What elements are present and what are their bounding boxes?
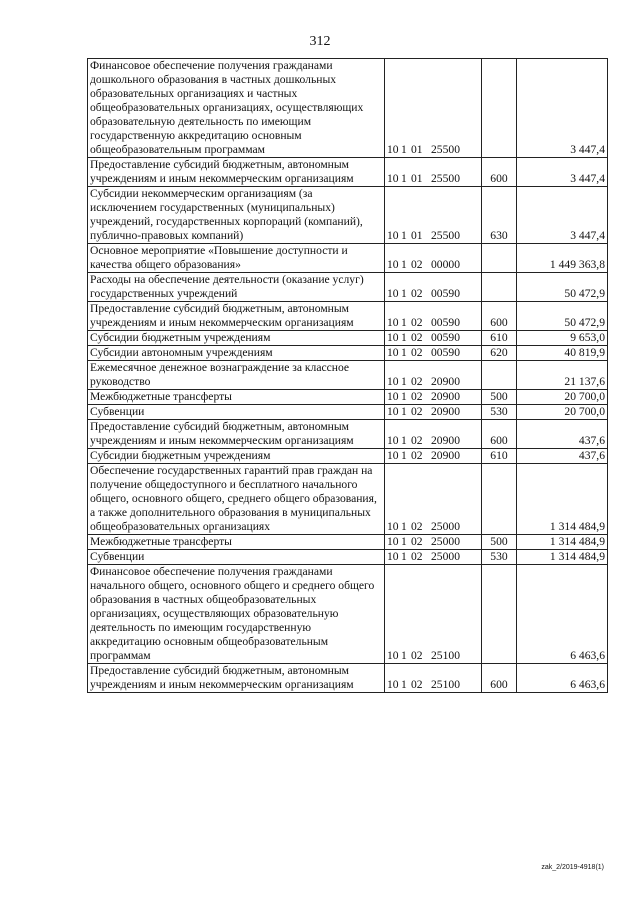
code-part-c3: 01 [411, 172, 423, 185]
code-part-c2: 1 [401, 520, 407, 533]
document-code: zak_2/2019-4918(1) [541, 864, 604, 871]
expense-type-cell [482, 361, 517, 390]
code-part-c1: 10 [387, 331, 399, 344]
code-part-c1: 10 [387, 550, 399, 563]
amount-cell: 1 314 484,9 [517, 464, 608, 535]
table-row [88, 449, 608, 464]
code-part-c2: 1 [401, 535, 407, 548]
table-row [88, 361, 608, 390]
classification-code-cell [385, 565, 482, 664]
expense-type-cell: 530 [482, 405, 517, 420]
code-part-c1: 10 [387, 287, 399, 300]
code-part-c3: 02 [411, 405, 423, 418]
expense-type-cell: 600 [482, 420, 517, 449]
code-part-c2: 1 [401, 316, 407, 329]
code-part-c2: 1 [401, 331, 407, 344]
code-part-c4: 25500 [431, 229, 460, 242]
code-part-c2: 1 [401, 258, 407, 271]
expense-type-cell: 610 [482, 449, 517, 464]
table-row [88, 302, 608, 331]
code-part-c4: 25000 [431, 550, 460, 563]
classification-code-cell [385, 550, 482, 565]
code-part-c3: 02 [411, 535, 423, 548]
code-part-c2: 1 [401, 172, 407, 185]
classification-code-cell [385, 244, 482, 273]
classification-code-cell [385, 390, 482, 405]
table-row [88, 273, 608, 302]
classification-code-cell [385, 331, 482, 346]
expense-type-cell [482, 244, 517, 273]
amount-cell: 3 447,4 [517, 59, 608, 158]
amount-cell: 437,6 [517, 449, 608, 464]
code-part-c3: 02 [411, 258, 423, 271]
table-row [88, 346, 608, 361]
code-part-c1: 10 [387, 258, 399, 271]
item-name-cell: Предоставление субсидий бюджетным, автономным учреждениям и иным некоммерческим организациям [88, 302, 385, 331]
item-name-cell: Субсидии бюджетным учреждениям [88, 331, 385, 346]
classification-code-cell [385, 302, 482, 331]
code-part-c4: 00000 [431, 258, 460, 271]
code-part-c1: 10 [387, 405, 399, 418]
amount-cell: 437,6 [517, 420, 608, 449]
item-name-cell: Финансовое обеспечение получения гражданами начального общего, основного общего и среднего общего образования в частных общеобразовательных организациях, осуществляющих образовательную деятельность по имеющим государственную аккредитацию основным общеобразовательным программам [88, 565, 385, 664]
amount-cell: 6 463,6 [517, 664, 608, 693]
code-part-c2: 1 [401, 678, 407, 691]
code-part-c4: 25100 [431, 678, 460, 691]
item-name-cell: Субвенции [88, 550, 385, 565]
code-part-c3: 02 [411, 550, 423, 563]
table-row [88, 535, 608, 550]
expense-type-cell: 530 [482, 550, 517, 565]
table-row [88, 244, 608, 273]
item-name-cell: Предоставление субсидий бюджетным, автономным учреждениям и иным некоммерческим организациям [88, 664, 385, 693]
code-part-c4: 20900 [431, 434, 460, 447]
code-part-c1: 10 [387, 172, 399, 185]
code-part-c2: 1 [401, 346, 407, 359]
expense-type-cell: 630 [482, 187, 517, 244]
code-part-c4: 00590 [431, 287, 460, 300]
item-name-cell: Субсидии автономным учреждениям [88, 346, 385, 361]
code-part-c4: 00590 [431, 331, 460, 344]
amount-cell: 9 653,0 [517, 331, 608, 346]
code-part-c4: 20900 [431, 405, 460, 418]
table-row [88, 405, 608, 420]
code-part-c3: 02 [411, 331, 423, 344]
code-part-c3: 02 [411, 449, 423, 462]
code-part-c4: 25500 [431, 143, 460, 156]
code-part-c1: 10 [387, 434, 399, 447]
item-name-cell: Межбюджетные трансферты [88, 535, 385, 550]
code-part-c2: 1 [401, 405, 407, 418]
classification-code-cell [385, 59, 482, 158]
amount-cell: 1 449 363,8 [517, 244, 608, 273]
item-name-cell: Финансовое обеспечение получения гражданами дошкольного образования в частных дошкольных образовательных организациях и частных общеобразовательных организациях, осуществляющих образовательную деятельность по имеющим государственную аккредитацию основным общеобразовательным программам [88, 59, 385, 158]
amount-cell: 40 819,9 [517, 346, 608, 361]
amount-cell: 21 137,6 [517, 361, 608, 390]
table-row [88, 59, 608, 158]
code-part-c2: 1 [401, 550, 407, 563]
code-part-c1: 10 [387, 346, 399, 359]
code-part-c1: 10 [387, 649, 399, 662]
item-name-cell: Субсидии некоммерческим организациям (за исключением государственных (муниципальных) учреждений, государственных корпораций (компаний), публично-правовых компаний) [88, 187, 385, 244]
code-part-c4: 25500 [431, 172, 460, 185]
code-part-c2: 1 [401, 649, 407, 662]
classification-code-cell [385, 464, 482, 535]
code-part-c1: 10 [387, 449, 399, 462]
classification-code-cell [385, 187, 482, 244]
budget-table [87, 58, 608, 693]
code-part-c4: 00590 [431, 316, 460, 329]
item-name-cell: Субсидии бюджетным учреждениям [88, 449, 385, 464]
code-part-c4: 20900 [431, 390, 460, 403]
classification-code-cell [385, 273, 482, 302]
item-name-cell: Межбюджетные трансферты [88, 390, 385, 405]
amount-cell: 20 700,0 [517, 390, 608, 405]
page-number: 312 [309, 34, 331, 49]
table-row [88, 158, 608, 187]
code-part-c4: 00590 [431, 346, 460, 359]
expense-type-cell: 600 [482, 664, 517, 693]
code-part-c2: 1 [401, 375, 407, 388]
table-row [88, 390, 608, 405]
classification-code-cell [385, 405, 482, 420]
expense-type-cell: 610 [482, 331, 517, 346]
code-part-c3: 02 [411, 434, 423, 447]
amount-cell: 3 447,4 [517, 187, 608, 244]
classification-code-cell [385, 420, 482, 449]
code-part-c4: 25000 [431, 520, 460, 533]
expense-type-cell [482, 273, 517, 302]
code-part-c2: 1 [401, 287, 407, 300]
amount-cell: 1 314 484,9 [517, 550, 608, 565]
expense-type-cell [482, 59, 517, 158]
code-part-c1: 10 [387, 678, 399, 691]
item-name-cell: Ежемесячное денежное вознаграждение за классное руководство [88, 361, 385, 390]
code-part-c3: 02 [411, 390, 423, 403]
table-row [88, 187, 608, 244]
code-part-c2: 1 [401, 390, 407, 403]
code-part-c2: 1 [401, 229, 407, 242]
item-name-cell: Предоставление субсидий бюджетным, автономным учреждениям и иным некоммерческим организациям [88, 158, 385, 187]
code-part-c4: 20900 [431, 449, 460, 462]
code-part-c1: 10 [387, 375, 399, 388]
table-row [88, 550, 608, 565]
item-name-cell: Основное мероприятие «Повышение доступности и качества общего образования» [88, 244, 385, 273]
table-row [88, 565, 608, 664]
code-part-c3: 01 [411, 229, 423, 242]
classification-code-cell [385, 449, 482, 464]
code-part-c2: 1 [401, 143, 407, 156]
classification-code-cell [385, 158, 482, 187]
code-part-c1: 10 [387, 229, 399, 242]
amount-cell: 6 463,6 [517, 565, 608, 664]
code-part-c3: 02 [411, 375, 423, 388]
code-part-c3: 02 [411, 649, 423, 662]
item-name-cell: Обеспечение государственных гарантий прав граждан на получение общедоступного и бесплатного начального общего, основного общего, среднего общего образования, а также дополнительного образования в муниципальных общеобразовательных организациях [88, 464, 385, 535]
classification-code-cell [385, 664, 482, 693]
code-part-c2: 1 [401, 449, 407, 462]
table-row [88, 420, 608, 449]
classification-code-cell [385, 346, 482, 361]
expense-type-cell [482, 565, 517, 664]
code-part-c1: 10 [387, 520, 399, 533]
code-part-c3: 02 [411, 287, 423, 300]
classification-code-cell [385, 361, 482, 390]
code-part-c2: 1 [401, 434, 407, 447]
code-part-c3: 02 [411, 316, 423, 329]
expense-type-cell: 600 [482, 158, 517, 187]
code-part-c4: 25000 [431, 535, 460, 548]
classification-code-cell [385, 535, 482, 550]
item-name-cell: Предоставление субсидий бюджетным, автономным учреждениям и иным некоммерческим организациям [88, 420, 385, 449]
code-part-c3: 02 [411, 346, 423, 359]
amount-cell: 3 447,4 [517, 158, 608, 187]
amount-cell: 50 472,9 [517, 302, 608, 331]
amount-cell: 20 700,0 [517, 405, 608, 420]
code-part-c1: 10 [387, 390, 399, 403]
code-part-c4: 20900 [431, 375, 460, 388]
code-part-c1: 10 [387, 535, 399, 548]
table-row [88, 331, 608, 346]
table-row [88, 464, 608, 535]
expense-type-cell [482, 464, 517, 535]
expense-type-cell: 500 [482, 390, 517, 405]
expense-type-cell: 600 [482, 302, 517, 331]
expense-type-cell: 500 [482, 535, 517, 550]
code-part-c4: 25100 [431, 649, 460, 662]
expense-type-cell: 620 [482, 346, 517, 361]
code-part-c1: 10 [387, 316, 399, 329]
code-part-c1: 10 [387, 143, 399, 156]
table-row [88, 664, 608, 693]
amount-cell: 50 472,9 [517, 273, 608, 302]
code-part-c3: 01 [411, 143, 423, 156]
item-name-cell: Расходы на обеспечение деятельности (оказание услуг) государственных учреждений [88, 273, 385, 302]
amount-cell: 1 314 484,9 [517, 535, 608, 550]
item-name-cell: Субвенции [88, 405, 385, 420]
code-part-c3: 02 [411, 678, 423, 691]
code-part-c3: 02 [411, 520, 423, 533]
